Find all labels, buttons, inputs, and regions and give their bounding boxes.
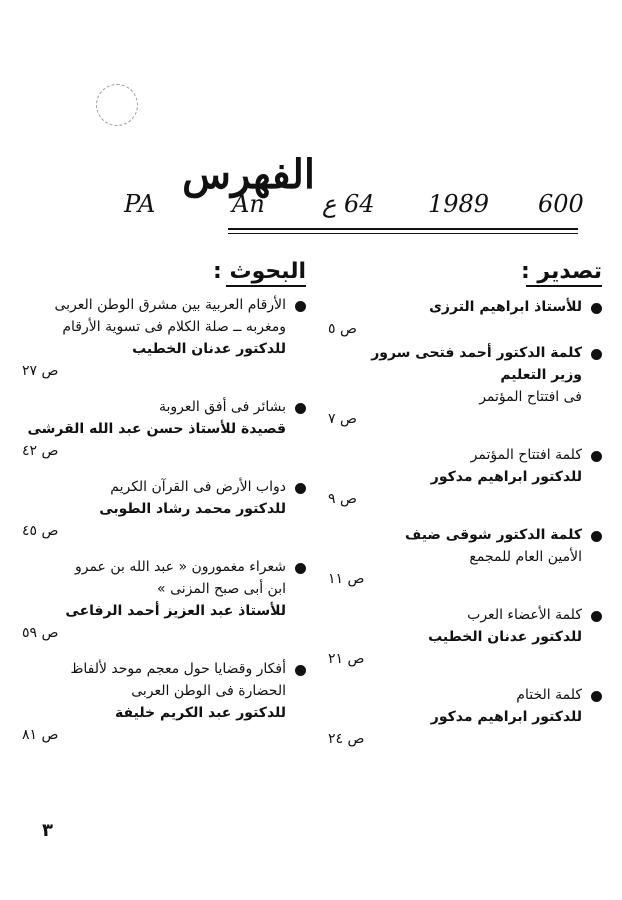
call-number-part: 600 [538, 190, 584, 218]
entry-line: للأستاذ عبد العزيز أحمد الرفاعى [65, 603, 286, 619]
heading-underline [526, 285, 602, 287]
page-reference: ص ٢١ [328, 651, 365, 667]
toc-entry [14, 556, 306, 644]
entry-line: بشائر فى أفق العروبة [158, 399, 286, 415]
entry-line: كلمة الأعضاء العرب [467, 607, 582, 623]
bullet-icon [591, 349, 602, 360]
toc-entry [14, 396, 306, 462]
call-number-part: An [232, 190, 265, 218]
entry-line: ابن أبى صبح المزنى » [157, 581, 286, 597]
entry-line: قصيدة للأستاذ حسن عبد الله القرشى [27, 421, 286, 437]
header-rule [228, 233, 578, 234]
page-reference: ص ٢٧ [22, 363, 59, 379]
toc-entry [322, 604, 602, 670]
page-reference: ص ٧ [328, 411, 357, 427]
entry-line: الأرقام العربية بين مشرق الوطن العربى [54, 297, 286, 313]
entry-line: للدكتور ابراهيم مدكور [430, 469, 582, 485]
toc-entry [14, 476, 306, 542]
toc-entry [322, 296, 602, 340]
page-reference: ص ٨١ [22, 727, 59, 743]
entry-line: دواب الأرض فى القرآن الكريم [110, 479, 286, 495]
entry-line: للدكتور محمد رشاد الطوبى [99, 501, 286, 517]
bullet-icon [591, 611, 602, 622]
research-column [14, 256, 306, 746]
entry-line: للدكتور عدنان الخطيب [428, 629, 582, 645]
stamp-mark [96, 84, 138, 126]
entry-line: شعراء مغمورون « عبد الله بن عمرو [74, 559, 286, 575]
bullet-icon [591, 303, 602, 314]
section-heading: البحوث : [14, 256, 306, 288]
toc-entry [322, 524, 602, 590]
entry-line: الحضارة فى الوطن العربى [131, 683, 286, 699]
entry-line: الأمين العام للمجمع [469, 549, 582, 565]
bullet-icon [295, 403, 306, 414]
bullet-icon [591, 531, 602, 542]
bullet-icon [295, 483, 306, 494]
entry-line: كلمة افتتاح المؤتمر [470, 447, 582, 463]
page-reference: ص ٩ [328, 491, 357, 507]
toc-entry [322, 444, 602, 510]
entry-line: أفكار وقضايا حول معجم موحد لألفاظ [70, 661, 286, 677]
call-number-part: 64 ع [322, 190, 375, 218]
page-reference: ص ٥ [328, 321, 357, 337]
page-reference: ص ١١ [328, 571, 365, 587]
heading-underline [226, 285, 306, 287]
entry-line: كلمة الختام [516, 687, 582, 703]
page-number: ٣ [42, 820, 53, 841]
section-heading: تصدير : [322, 256, 602, 288]
page-reference: ص ٤٢ [22, 443, 59, 459]
bullet-icon [591, 691, 602, 702]
page-title: الفهرس [182, 151, 315, 198]
toc-entry [322, 342, 602, 430]
header-rule [228, 228, 578, 230]
call-number-part: 1989 [428, 190, 490, 218]
page-reference: ص ٢٤ [328, 731, 365, 747]
entry-line: ومغربه ــ صلة الكلام فى تسوية الأرقام [62, 319, 286, 335]
toc-entry [14, 294, 306, 382]
bullet-icon [295, 563, 306, 574]
entry-line: كلمة الدكتور شوقى ضيف [405, 527, 582, 543]
page-reference: ص ٤٥ [22, 523, 59, 539]
entry-line: كلمة الدكتور أحمد فتحى سرور [371, 345, 582, 361]
entry-line: وزير التعليم [500, 367, 582, 383]
bullet-icon [591, 451, 602, 462]
entry-line: للدكتور عبد الكريم خليفة [115, 705, 286, 721]
toc-entry [322, 684, 602, 750]
bullet-icon [295, 301, 306, 312]
entry-line: للدكتور ابراهيم مدكور [430, 709, 582, 725]
entry-line: للأستاذ ابراهيم الترزى [429, 299, 582, 315]
call-number-part: PA [124, 190, 156, 218]
preface-column [322, 256, 602, 750]
bullet-icon [295, 665, 306, 676]
page-reference: ص ٥٩ [22, 625, 59, 641]
entry-line: فى افتتاح المؤتمر [479, 389, 582, 405]
toc-entry [14, 658, 306, 746]
entry-line: للدكتور عدنان الخطيب [132, 341, 286, 357]
